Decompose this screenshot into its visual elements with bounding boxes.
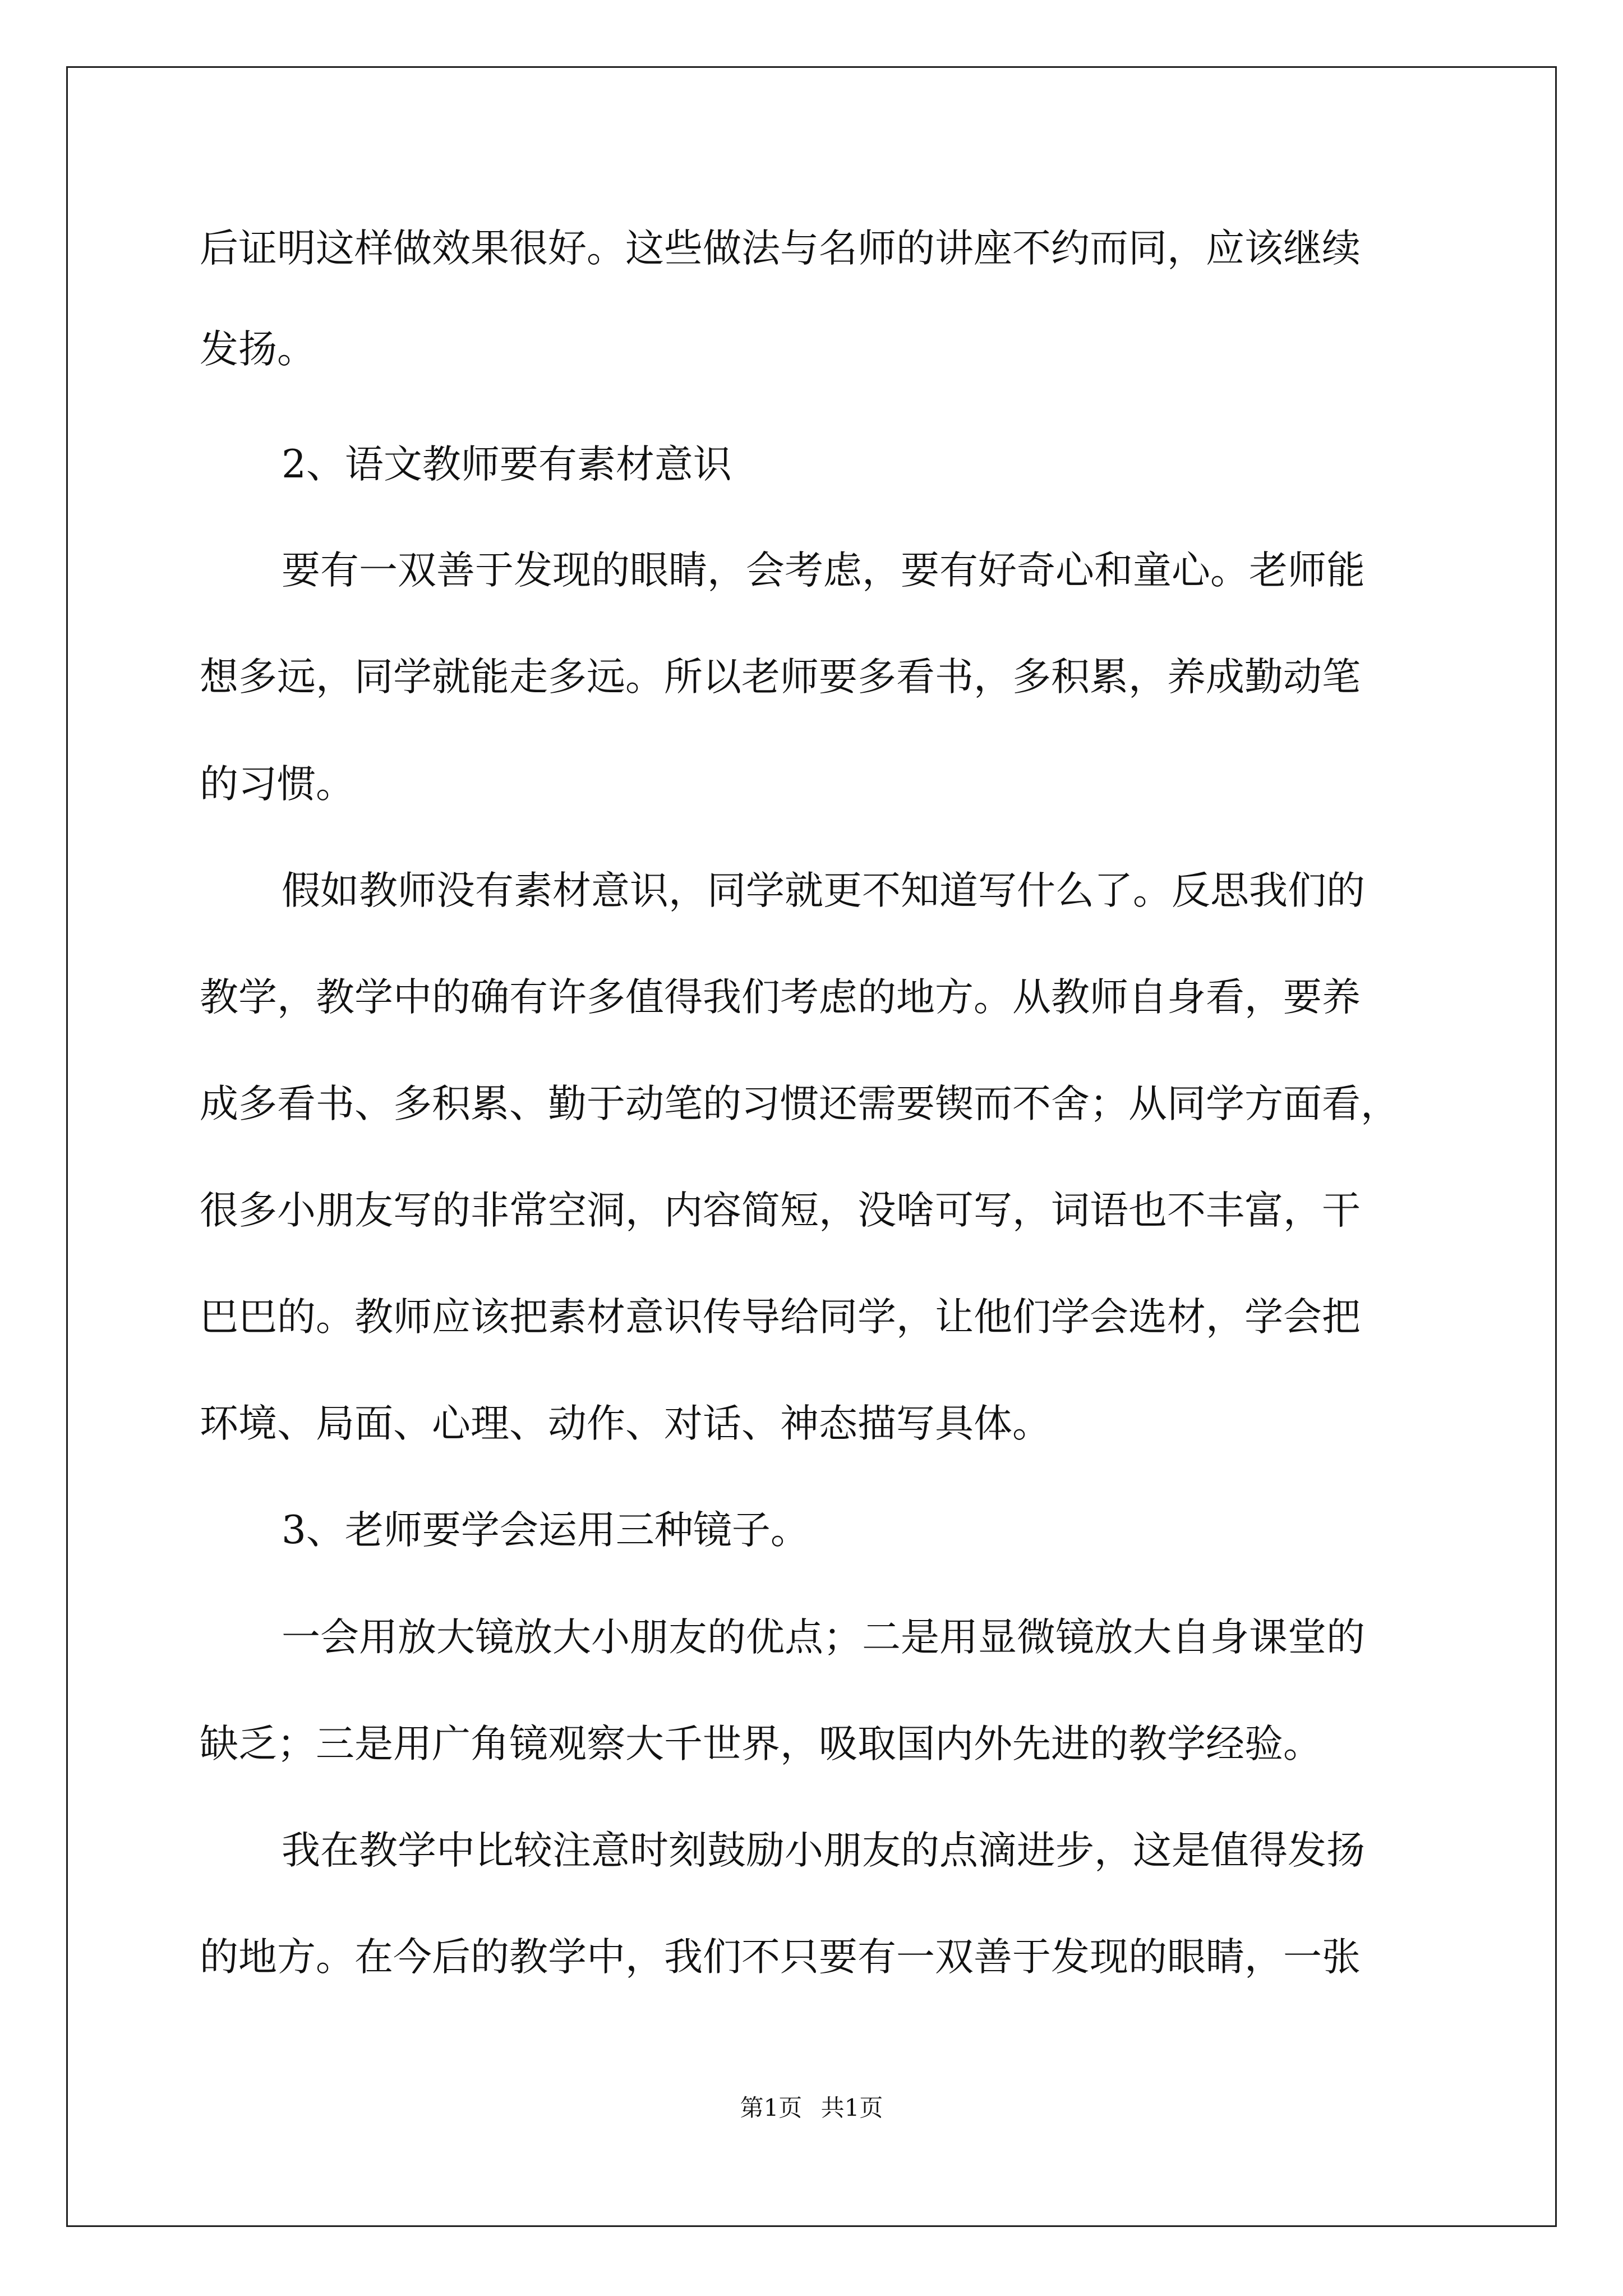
text-line: 的地方。在今后的教学中，我们不只要有一双善于发现的眼睛，一张 [200, 1935, 1361, 1980]
page-footer [0, 2094, 1623, 2122]
text-line: 很多小朋友写的非常空洞，内容简短，没啥可写，词语也不丰富，干 [200, 1188, 1361, 1233]
text-line: 一会用放大镜放大小朋友的优点；二是用显微镜放大自身课堂的 [282, 1615, 1365, 1660]
page-total: 共1页 [820, 2094, 883, 2122]
text-line: 巴巴的。教师应该把素材意识传导给同学，让他们学会选材，学会把 [200, 1295, 1361, 1340]
text-line: 我在教学中比较注意时刻鼓励小朋友的点滴进步，这是值得发扬 [282, 1828, 1365, 1873]
text-line: 发扬。 [200, 327, 316, 372]
section-heading: 2、语文教师要有素材意识 [282, 442, 732, 487]
text-line: 后证明这样做效果很好。这些做法与名师的讲座不约而同，应该继续 [200, 226, 1361, 271]
page-border [66, 66, 1557, 2227]
text-line: 要有一双善于发现的眼睛，会考虑，要有好奇心和童心。老师能 [282, 548, 1365, 593]
text-line: 环境、局面、心理、动作、对话、神态描写具体。 [200, 1401, 1051, 1446]
section-heading: 3、老师要学会运用三种镜子。 [282, 1508, 809, 1553]
text-line: 想多远，同学就能走多远。所以老师要多看书，多积累，养成勤动笔 [200, 655, 1361, 700]
text-line: 假如教师没有素材意识，同学就更不知道写什么了。反思我们的 [282, 868, 1365, 913]
text-line: 的习惯。 [200, 762, 354, 807]
text-line: 缺乏；三是用广角镜观察大千世界，吸取国内外先进的教学经验。 [200, 1722, 1322, 1766]
text-line: 教学，教学中的确有许多值得我们考虑的地方。从教师自身看，要养 [200, 975, 1361, 1020]
text-line: 成多看书、多积累、勤于动笔的习惯还需要锲而不舍；从同学方面看， [200, 1082, 1399, 1126]
page-number: 第1页 [740, 2094, 803, 2122]
